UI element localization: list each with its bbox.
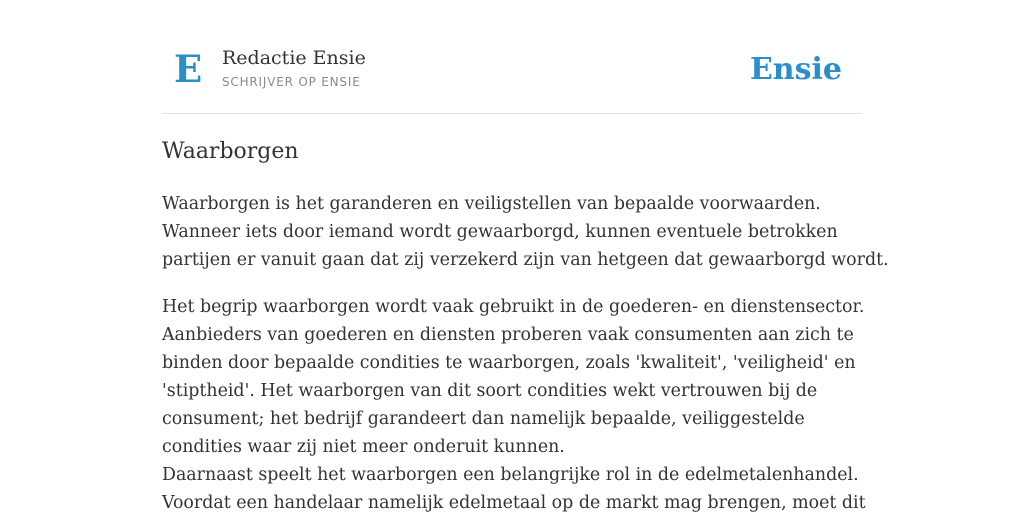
article-header — [162, 40, 862, 114]
text-line: Wanneer iets door iemand wordt gewaarborgd, kunnen eventuele betrokken — [162, 222, 838, 242]
text-line: partijen er vanuit gaan dat zij verzekerd zijn van hetgeen dat gewaarborgd wordt. — [162, 250, 889, 270]
article-title: Waarborgen — [162, 139, 299, 164]
text-line: Daarnaast speelt het waarborgen een belangrijke rol in de edelmetalenhandel. — [162, 465, 859, 485]
brand-logo[interactable]: Ensie — [749, 52, 842, 87]
text-line: 'stiptheid'. Het waarborgen van dit soort condities wekt vertrouwen bij de — [162, 381, 818, 401]
text-line: consument; het bedrijf garandeert dan namelijk bepaalde, veiliggestelde — [162, 409, 805, 429]
text-line: Waarborgen is het garanderen en veiligstellen van bepaalde voorwaarden. — [162, 194, 821, 214]
text-line: binden door bepaalde condities te waarborgen, zoals 'kwaliteit', 'veiligheid' en — [162, 353, 856, 373]
paragraph-gap — [162, 274, 902, 293]
text-line: Aanbieders van goederen en diensten proberen vaak consumenten aan zich te — [162, 325, 854, 345]
text-line: Voordat een handelaar namelijk edelmetaal op de markt mag brengen, moet dit — [162, 493, 866, 512]
author-avatar-logo[interactable]: E — [174, 47, 203, 91]
paragraph-1 — [162, 190, 902, 274]
author-role: SCHRIJVER OP ENSIE — [222, 75, 361, 89]
paragraph-2 — [162, 293, 902, 512]
text-line: condities waar zij niet meer onderuit kunnen. — [162, 437, 565, 457]
article-body — [162, 190, 902, 512]
author-name[interactable]: Redactie Ensie — [222, 47, 366, 69]
text-line: Het begrip waarborgen wordt vaak gebruikt in de goederen- en dienstensector. — [162, 297, 865, 317]
